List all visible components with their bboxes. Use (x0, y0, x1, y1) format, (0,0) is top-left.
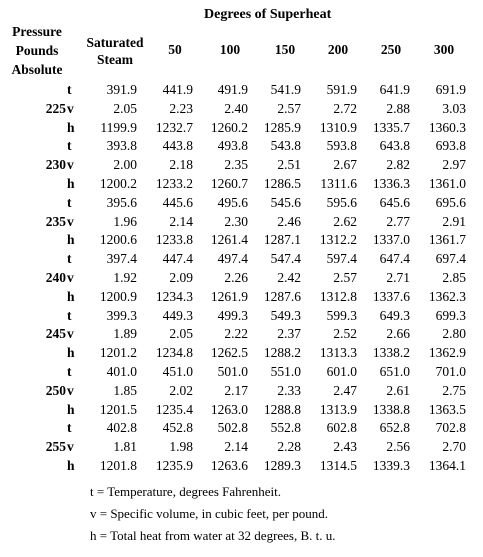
superheat-column-header: 50 (168, 42, 182, 57)
table-cell: 2.80 (442, 326, 466, 342)
pressure-value: 250 (45, 382, 66, 398)
property-symbol: t (67, 307, 72, 323)
table-cell: 702.8 (435, 420, 466, 436)
table-cell: 2.35 (224, 157, 248, 173)
superheat-title: Degrees of Superheat (204, 7, 332, 22)
table-cell: 1362.9 (428, 345, 466, 361)
table-cell: 395.6 (106, 194, 137, 210)
table-row (0, 230, 483, 249)
table-cell: 1311.6 (320, 176, 357, 191)
table-cell: 2.40 (224, 100, 248, 116)
table-cell: 2.57 (333, 270, 357, 285)
table-cell: 449.3 (162, 307, 193, 323)
table-cell: 2.66 (386, 326, 410, 342)
table-cell: 2.47 (333, 382, 357, 398)
property-symbol: t (67, 138, 72, 154)
table-cell: 1201.8 (99, 458, 137, 473)
property-symbol: h (67, 401, 75, 417)
table-cell: 1200.9 (99, 288, 137, 304)
table-cell: 491.9 (217, 82, 248, 97)
table-row (0, 249, 483, 268)
table-row (0, 155, 483, 174)
table-cell: 1233.8 (155, 232, 193, 248)
table-cell: 699.3 (435, 307, 466, 323)
table-cell: 402.8 (106, 420, 137, 436)
table-cell: 1287.6 (263, 288, 301, 304)
property-symbol: v (67, 439, 74, 455)
table-row (0, 400, 483, 419)
property-symbol: t (67, 364, 72, 379)
table-cell: 1337.0 (372, 232, 410, 248)
table-cell: 441.9 (162, 82, 193, 97)
table-cell: 543.8 (270, 138, 301, 154)
property-symbol: h (67, 345, 75, 361)
table-cell: 591.9 (326, 82, 357, 97)
pressure-column-header (2, 22, 72, 79)
property-symbol: v (67, 382, 74, 398)
pressure-header-line: Absolute (11, 62, 63, 77)
property-symbol: h (67, 288, 75, 304)
table-cell: 2.71 (386, 270, 410, 285)
table-cell: 493.8 (217, 138, 248, 154)
table-cell: 2.26 (224, 270, 248, 285)
table-row (0, 362, 483, 381)
table-cell: 547.4 (270, 251, 301, 267)
table-cell: 1337.6 (372, 288, 410, 304)
property-symbol: h (67, 232, 75, 248)
saturated-steam-header (78, 34, 152, 68)
table-cell: 1.96 (113, 213, 137, 229)
table-cell: 2.00 (113, 157, 137, 173)
table-cell: 443.8 (162, 138, 193, 154)
table-cell: 1285.9 (263, 119, 301, 135)
table-cell: 549.3 (270, 307, 301, 323)
table-cell: 1233.2 (155, 176, 193, 191)
table-row (0, 174, 483, 193)
table-cell: 1.92 (113, 270, 137, 285)
table-cell: 1335.7 (372, 119, 410, 135)
table-cell: 1364.1 (428, 458, 466, 473)
table-cell: 552.8 (270, 420, 301, 436)
property-symbol: h (67, 458, 75, 473)
table-cell: 501.0 (217, 364, 248, 379)
table-row (0, 343, 483, 362)
table-cell: 2.56 (386, 439, 410, 455)
table-row (0, 268, 483, 287)
table-cell: 2.52 (333, 326, 357, 342)
table-cell: 1201.2 (99, 345, 137, 361)
table-cell: 2.05 (169, 326, 193, 342)
table-cell: 1361.7 (428, 232, 466, 248)
table-cell: 1262.5 (210, 345, 248, 361)
table-cell: 1260.7 (210, 176, 248, 191)
table-cell: 2.91 (442, 213, 466, 229)
table-cell: 2.43 (333, 439, 357, 455)
table-cell: 2.30 (224, 213, 248, 229)
pressure-value: 240 (45, 270, 66, 285)
table-cell: 2.88 (386, 100, 410, 116)
table-cell: 597.4 (326, 251, 357, 267)
table-cell: 1363.5 (428, 401, 466, 417)
table-cell: 2.14 (169, 213, 193, 229)
table-cell: 652.8 (379, 420, 410, 436)
table-cell: 2.51 (277, 157, 301, 173)
table-cell: 2.61 (386, 382, 410, 398)
table-cell: 1263.6 (210, 458, 248, 473)
table-cell: 2.28 (277, 439, 301, 455)
table-cell: 595.6 (326, 194, 357, 210)
table-cell: 593.8 (326, 138, 357, 154)
table-cell: 393.8 (106, 138, 137, 154)
table-cell: 1288.2 (263, 345, 301, 361)
table-cell: 447.4 (162, 251, 193, 267)
table-cell: 452.8 (162, 420, 193, 436)
table-cell: 401.0 (106, 364, 137, 379)
table-cell: 2.42 (277, 270, 301, 285)
table-cell: 497.4 (217, 251, 248, 267)
table-cell: 499.3 (217, 307, 248, 323)
table-cell: 1286.5 (263, 176, 301, 191)
table-cell: 601.0 (326, 364, 357, 379)
table-cell: 645.6 (379, 194, 410, 210)
table-cell: 1234.8 (155, 345, 193, 361)
table-cell: 2.62 (333, 213, 357, 229)
table-cell: 2.70 (442, 439, 466, 455)
property-symbol: v (67, 270, 74, 285)
saturated-header-line: Steam (97, 52, 133, 67)
table-cell: 1338.8 (372, 401, 410, 417)
superheat-column-header: 200 (327, 42, 349, 57)
table-cell: 2.05 (113, 100, 137, 116)
table-cell: 1362.3 (428, 288, 466, 304)
table-cell: 1287.1 (263, 232, 301, 248)
table-cell: 397.4 (106, 251, 137, 267)
table-cell: 2.72 (333, 100, 357, 116)
table-cell: 2.46 (277, 213, 301, 229)
table-row (0, 306, 483, 325)
table-cell: 2.57 (277, 100, 301, 116)
table-cell: 551.0 (270, 364, 301, 379)
pressure-header-line: Pounds (15, 43, 59, 58)
table-cell: 2.02 (169, 382, 193, 398)
table-cell: 2.85 (442, 270, 466, 285)
table-cell: 1336.3 (372, 176, 410, 191)
table-cell: 1261.4 (210, 232, 248, 248)
table-cell: 1.81 (113, 439, 137, 455)
table-cell: 2.22 (224, 326, 248, 342)
table-cell: 545.6 (270, 194, 301, 210)
table-cell: 1235.4 (155, 401, 193, 417)
table-cell: 2.37 (277, 326, 301, 342)
table-cell: 1260.2 (210, 119, 248, 135)
table-cell: 1312.8 (319, 288, 357, 304)
table-cell: 399.3 (106, 307, 137, 323)
table-cell: 1313.3 (319, 345, 357, 361)
table-cell: 1235.9 (155, 458, 193, 473)
table-cell: 691.9 (435, 82, 466, 97)
table-cell: 1360.3 (428, 119, 466, 135)
table-cell: 1.98 (169, 439, 193, 455)
table-cell: 541.9 (270, 82, 301, 97)
table-cell: 697.4 (435, 251, 466, 267)
table-row (0, 212, 483, 231)
superheat-column-header: 150 (274, 42, 296, 57)
table-cell: 1288.8 (263, 401, 301, 417)
table-row (0, 118, 483, 137)
table-cell: 1234.3 (155, 288, 193, 304)
legend-line: v = Specific volume, in cubic feet, per pound. (90, 506, 329, 521)
legend-line: h = Total heat from water at 32 degrees, B. t. u. (90, 528, 336, 543)
table-cell: 2.77 (386, 213, 410, 229)
table-cell: 649.3 (379, 307, 410, 323)
table-cell: 1200.6 (99, 232, 137, 248)
property-symbol: v (67, 326, 74, 342)
table-row (0, 193, 483, 212)
table-cell: 391.9 (106, 82, 137, 97)
table-cell: 1289.3 (263, 458, 301, 473)
table-cell: 651.0 (379, 364, 410, 379)
table-row (0, 136, 483, 155)
table-cell: 1339.3 (372, 458, 410, 473)
table-cell: 701.0 (435, 364, 466, 379)
table-cell: 2.09 (169, 270, 193, 285)
table-cell: 1314.5 (319, 458, 357, 473)
property-symbol: v (67, 213, 74, 229)
table-cell: 445.6 (162, 194, 193, 210)
table-cell: 495.6 (217, 194, 248, 210)
property-symbol: v (67, 157, 74, 173)
table-cell: 641.9 (379, 82, 410, 97)
table-row (0, 324, 483, 343)
table-cell: 1232.7 (155, 119, 193, 135)
table-cell: 2.33 (277, 382, 301, 398)
table-cell: 693.8 (435, 138, 466, 154)
pressure-value: 255 (45, 439, 66, 455)
table-cell: 2.18 (169, 157, 193, 173)
pressure-value: 235 (45, 213, 66, 229)
table-row (0, 437, 483, 456)
superheat-column-header: 300 (433, 42, 455, 57)
table-row (0, 456, 483, 475)
table-cell: 1199.9 (100, 119, 137, 135)
table-row (0, 80, 483, 99)
property-symbol: t (67, 194, 72, 210)
table-row (0, 99, 483, 118)
table-cell: 643.8 (379, 138, 410, 154)
pressure-value: 230 (45, 157, 66, 173)
table-cell: 1.89 (113, 326, 137, 342)
table-cell: 3.03 (442, 100, 466, 116)
table-cell: 1361.0 (428, 176, 466, 191)
property-symbol: t (67, 82, 72, 97)
legend-line: t = Temperature, degrees Fahrenheit. (90, 484, 281, 499)
table-row (0, 418, 483, 437)
table-cell: 2.17 (224, 382, 248, 398)
pressure-header-line: Pressure (12, 24, 62, 39)
table-cell: 1313.9 (319, 401, 357, 417)
table-cell: 1312.2 (319, 232, 357, 248)
superheat-column-header: 250 (380, 42, 402, 57)
property-symbol: h (67, 176, 75, 191)
table-cell: 2.82 (386, 157, 410, 173)
table-cell: 1310.9 (319, 119, 357, 135)
table-cell: 602.8 (326, 420, 357, 436)
property-symbol: t (67, 420, 72, 436)
table-row (0, 381, 483, 400)
property-symbol: v (67, 100, 74, 116)
saturated-header-line: Saturated (86, 35, 144, 50)
pressure-value: 245 (45, 326, 66, 342)
table-cell: 1263.0 (210, 401, 248, 417)
table-cell: 647.4 (379, 251, 410, 267)
table-cell: 2.75 (442, 382, 466, 398)
table-cell: 2.14 (224, 439, 248, 455)
property-symbol: t (67, 251, 72, 267)
table-cell: 2.67 (333, 157, 357, 173)
table-cell: 695.6 (435, 194, 466, 210)
table-cell: 502.8 (217, 420, 248, 436)
table-cell: 1201.5 (99, 401, 137, 417)
property-symbol: h (67, 119, 75, 135)
table-cell: 451.0 (162, 364, 193, 379)
table-cell: 599.3 (326, 307, 357, 323)
table-row (0, 287, 483, 306)
pressure-value: 225 (45, 100, 66, 116)
table-cell: 1338.2 (372, 345, 410, 361)
table-cell: 1261.9 (210, 288, 248, 304)
table-cell: 1200.2 (99, 176, 137, 191)
table-cell: 1.85 (113, 382, 137, 398)
superheat-column-header: 100 (219, 42, 241, 57)
table-cell: 2.97 (442, 157, 466, 173)
table-cell: 2.23 (169, 100, 193, 116)
